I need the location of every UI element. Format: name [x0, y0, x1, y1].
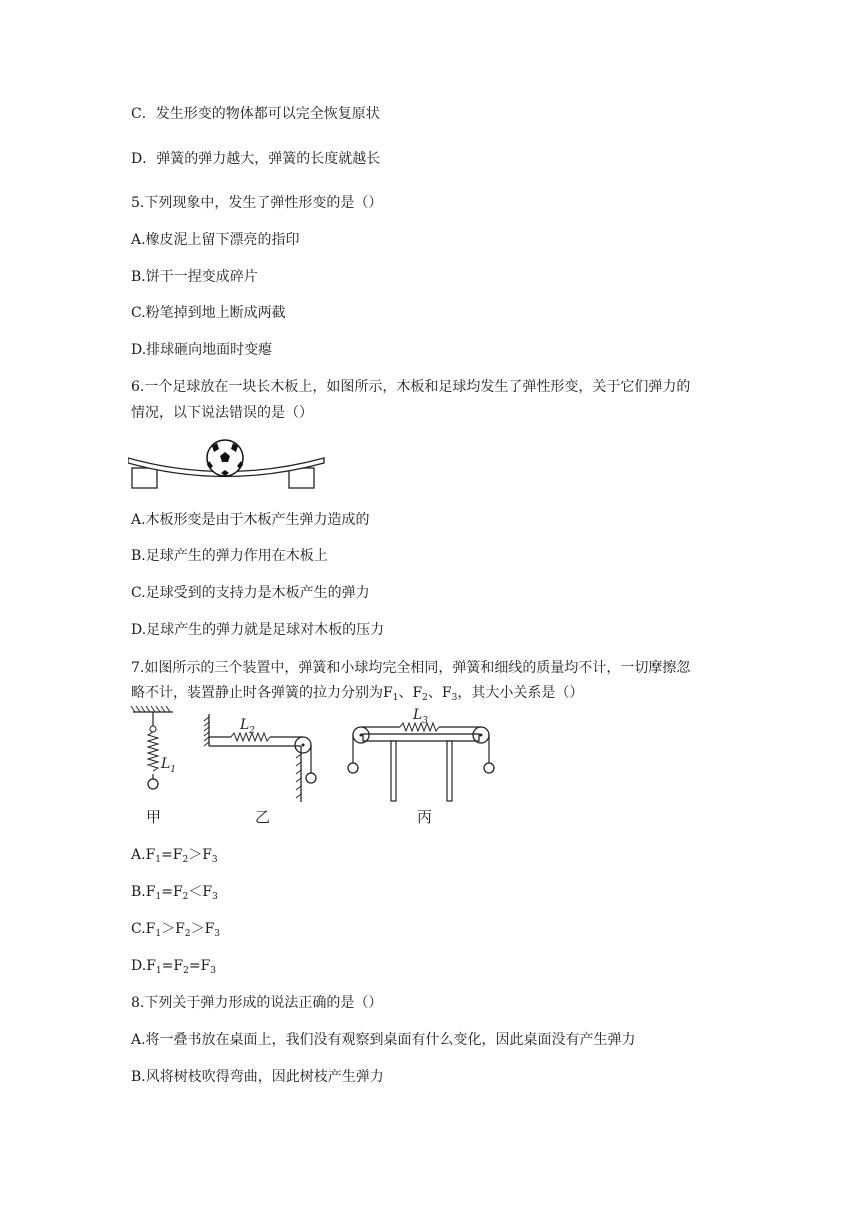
device-bing — [348, 707, 494, 801]
q6-option-a: A.木板形变是由于木板产生弹力造成的 — [131, 512, 370, 528]
spring-l1 — [148, 732, 158, 771]
q6-stem-line2: 情况，以下说法错误的是（） — [131, 405, 313, 421]
device-yi — [204, 714, 316, 802]
label-l1: L — [161, 756, 171, 772]
q5-option-c: C.粉笔掉到地上断成两截 — [131, 305, 286, 321]
q4-option-d: D．弹簧的弹力越大，弹簧的长度就越长 — [131, 151, 381, 167]
table-leg-left — [391, 741, 396, 801]
ball-jia — [148, 779, 158, 789]
left-support-block — [132, 468, 157, 488]
q5-option-a: A.橡皮泥上留下漂亮的指印 — [131, 232, 300, 248]
device-jia — [131, 706, 176, 789]
q8-stem: 8.下列关于弹力形成的说法正确的是（） — [131, 995, 383, 1011]
q6-option-b: B.足球产生的弹力作用在木板上 — [131, 548, 328, 564]
table-leg-right — [447, 741, 452, 801]
label-l2: L — [240, 717, 250, 733]
q5-stem: 5.下列现象中，发生了弹性形变的是（） — [131, 195, 383, 211]
caption-jia: 甲 — [146, 808, 162, 826]
ball-bing-left — [348, 763, 358, 773]
q8-option-b: B.风将树枝吹得弯曲，因此树枝产生弹力 — [131, 1069, 384, 1085]
q6-option-d: D.足球产生的弹力就是足球对木板的压力 — [131, 622, 385, 638]
label-l3: L — [413, 707, 423, 723]
svg-text:L2: $L_2$ — [240, 717, 256, 736]
f2: $F_2$ — [412, 685, 428, 703]
right-support-block — [289, 468, 314, 488]
q6-option-c: C.足球受到的支持力是木板产生的弹力 — [131, 585, 370, 601]
q5-option-b: B.饼干一捏变成碎片 — [131, 269, 258, 285]
ball-yi — [306, 773, 316, 783]
q4-option-c: C．发生形变的物体都可以完全恢复原状 — [131, 106, 380, 122]
caption-yi: 乙 — [255, 808, 271, 826]
q7-option-c: $C.F_1>F_2>F_3$ — [131, 921, 221, 939]
football-board-figure — [128, 433, 328, 491]
ball-bing-right — [484, 763, 494, 773]
q7-stem-pre: 略不计，装置静止时各弹簧的拉力分别为 — [131, 685, 383, 701]
table-top — [363, 734, 479, 741]
q7-option-a: $A.F_1=F_2>F_3$ — [131, 847, 218, 865]
q8-option-a: A.将一叠书放在桌面上，我们没有观察到桌面有什么变化，因此桌面没有产生弹力 — [131, 1032, 636, 1048]
q7-stem-line2: 略不计，装置静止时各弹簧的拉力分别为$F_1$、$F_2$、$F_3$，其大小关系是（） — [131, 685, 584, 703]
q6-stem-line1: 6.一个足球放在一块长木板上，如图所示，木板和足球均发生了弹性形变，关于它们弹力的 — [131, 379, 691, 395]
q7-stem-post: ，其大小关系是（） — [457, 685, 584, 701]
svg-text:L1: $L_1$ — [161, 756, 177, 775]
caption-bing: 丙 — [417, 808, 433, 826]
q7-option-b: $B.F_1=F_2<F_3$ — [131, 884, 218, 902]
spring-l3 — [400, 723, 439, 731]
f1: $F_1$ — [383, 685, 399, 703]
q7-option-d: $D.F_1=F_2=F_3$ — [131, 958, 217, 976]
football-icon — [207, 440, 243, 476]
q7-stem-line1: 7.如图所示的三个装置中，弹簧和小球均完全相同，弹簧和细线的质量均不计，一切摩擦忽 — [131, 660, 691, 676]
svg-text:L3: $L_3$ — [413, 707, 429, 726]
q5-option-d: D.排球砸向地面时变瘪 — [131, 342, 273, 358]
f3: $F_3$ — [441, 685, 458, 703]
spring-devices-figure — [125, 702, 505, 802]
